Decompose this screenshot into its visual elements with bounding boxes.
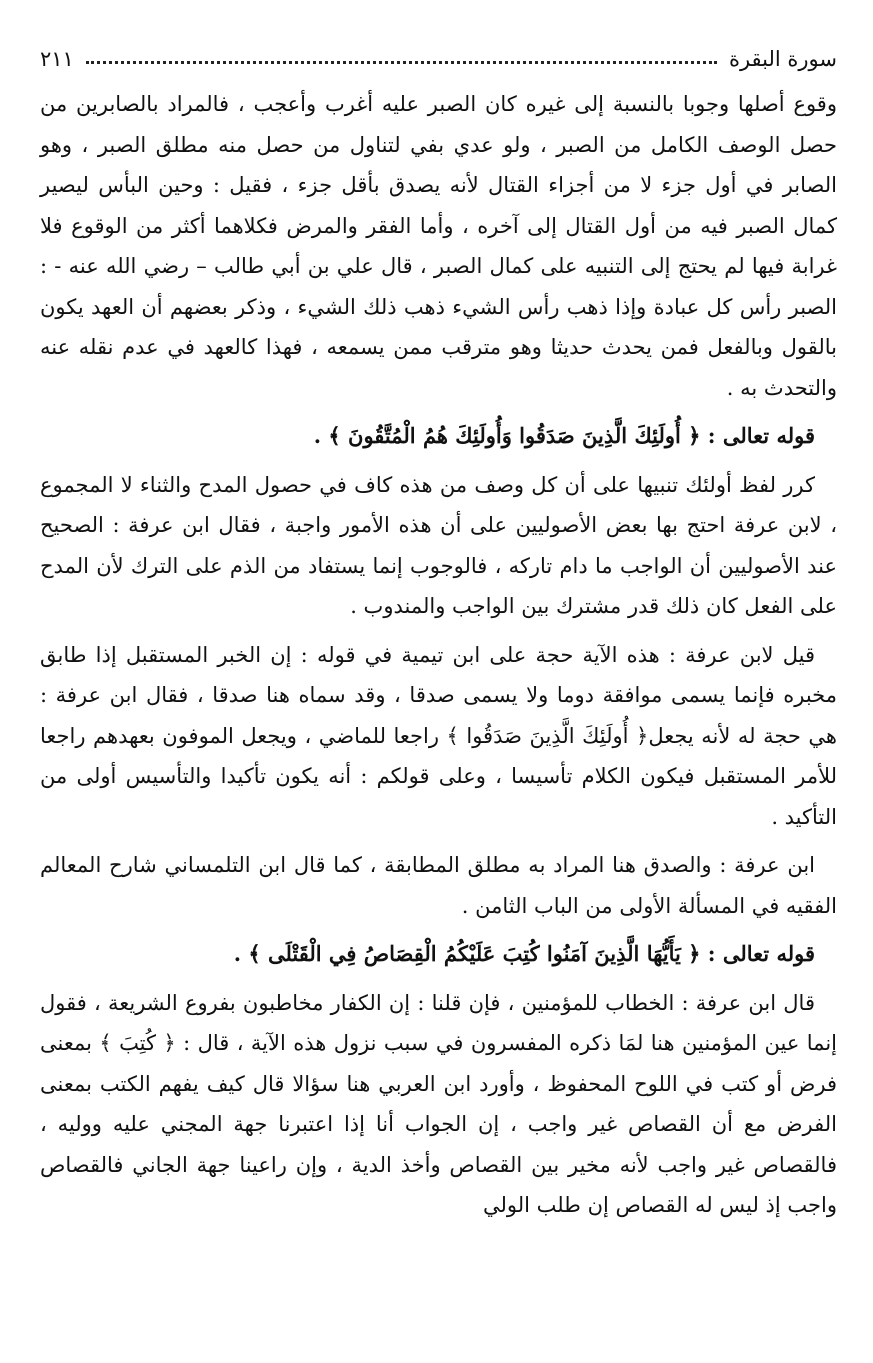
paragraph: ابن عرفة : والصدق هنا المراد به مطلق المطابقة ، كما قال ابن التلمساني شارح المعالم الفقيه في المسألة الأولى من الباب الثامن . [40,853,837,918]
header-dotted-leader [86,61,717,64]
paragraph: قيل لابن عرفة : هذه الآية حجة على ابن تيمية في قوله : إن الخبر المستقبل إذا طابق مخبره فإنما يسمى موافقة دوما ولا يسمى صدقا ، وقد سماه هنا صدقا ، فقال ابن عرفة : هي حجة له لأنه يجعل﴿ أُولَئِكَ الَّذِينَ صَدَقُوا ﴾ راجعا للماضي ، ويجعل الموفون بعهدهم راجعا للأمر المستقبل فيكون الكلام تأسيسا ، وعلى قولكم : أنه يكون تأكيدا والتأسيس أولى من التأكيد . [40,642,837,829]
running-header [40,44,837,74]
paragraph: قال ابن عرفة : الخطاب للمؤمنين ، فإن قلنا : إن الكفار مخاطبون بفروع الشريعة ، فقول إنما عين المؤمنين هنا لمَا ذكره المفسرون في سبب نزول هذه الآية ، قال : ﴿ كُتِبَ ﴾ بمعنى فرض أو كتب في اللوح المحفوظ ، وأورد ابن العربي هنا سؤالا قال كيف يفهم الكتب بمعنى الفرض مع أن القصاص غير واجب ، إن الجواب أنا إذا اعتبرنا جهة المجني عليه ووليه ، فالقصاص غير واجب لأنه مخير بين القصاص وأخذ الدية ، وإن راعينا جهة الجاني فالقصاص واجب إذ ليس له القصاص إن طلب الولي [40,990,837,1217]
body-text [40,84,837,1234]
paragraph: كرر لفظ أولئك تنبيها على أن كل وصف من هذه كاف في حصول المدح والثناء لا المجموع ، لابن عرفة احتج بها بعض الأصوليين على أن هذه الأمور واجبة ، فقال ابن عرفة : الصحيح عند الأصوليين أن الواجب ما دام تاركه ، فالوجوب إنما يستفاد من الذم على الترك لأن المدح على الفعل كان ذلك قدر مشترك بين الواجب والمندوب . [40,472,837,618]
verse-heading: قوله تعالى : ﴿ يَأَيُّهَا الَّذِينَ آمَنُوا كُتِبَ عَلَيْكُمُ الْقِصَاصُ فِي الْقَتْلَى ﴾ . [233,941,815,966]
surah-title: سورة البقرة [728,47,837,71]
paragraph: وقوع أصلها وجوبا بالنسبة إلى غيره كان الصبر عليه أغرب وأعجب ، فالمراد بالصابرين من حصل الوصف الكامل من الصبر ، ولو عدي بفي لتناول من حصل منه مطلق الصبر ، وهو الصابر في أول جزء لا من أجزاء القتال لأنه يصدق بأقل جزء ، فقيل : وحين البأس ليصير كمال الصبر فيه من أول القتال إلى آخره ، وأما الفقر والمرض فكلاهما أكثر من الوقوع فلا غرابة فيها لم يحتج إلى التنبيه على كمال الصبر ، قال علي بن أبي طالب – رضي الله عنه - : الصبر رأس كل عبادة وإذا ذهب رأس الشيء ذهب ذلك الشيء ، وذكر بعضهم أن العهد يكون بالقول وبالفعل فمن يحدث حديثا وهو مترقب ممن يسمعه ، فهذا كالعهد في عدم نقله عنه والتحدث به . [40,92,837,400]
verse-heading: قوله تعالى : ﴿ أُولَئِكَ الَّذِينَ صَدَقُوا وَأُولَئِكَ هُمُ الْمُتَّقُونَ ﴾ . [313,423,815,448]
page-number: ٢١١ [40,47,74,71]
book-page [40,0,837,1363]
